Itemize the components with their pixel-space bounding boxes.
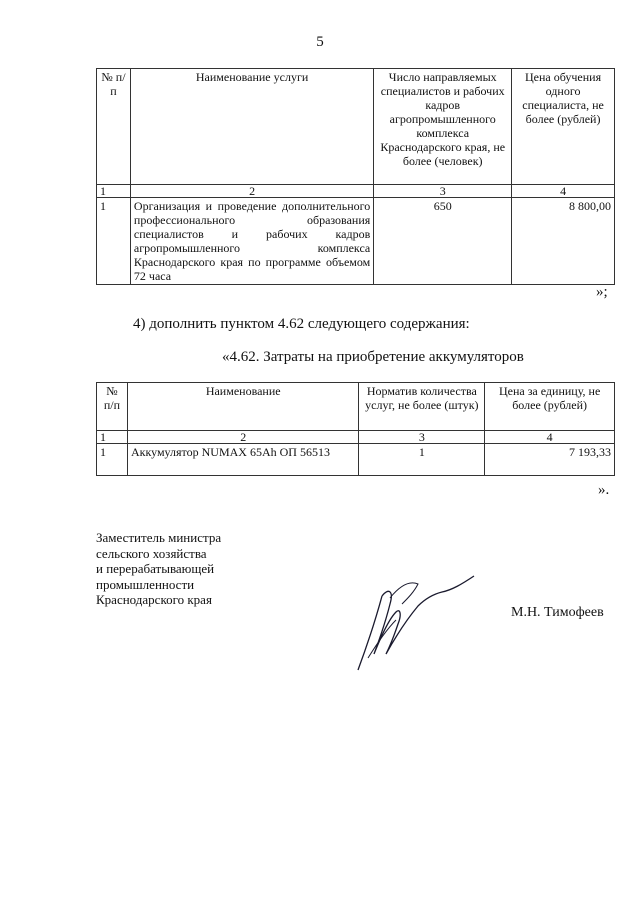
section-title: «4.62. Затраты на приобретение аккумуляторов	[222, 349, 524, 365]
price: 8 800,00	[512, 198, 615, 285]
column-number: 4	[485, 431, 615, 444]
closing-quote: ».	[598, 482, 610, 498]
column-number: 2	[127, 431, 359, 444]
handwritten-signature	[338, 558, 478, 688]
closing-quote: »;	[596, 284, 608, 300]
column-number-row	[97, 431, 615, 444]
position-line: сельского хозяйства	[96, 545, 207, 561]
column-number: 2	[130, 185, 373, 198]
header-cell: № п/п	[97, 383, 128, 431]
header-cell: Наименование	[127, 383, 359, 431]
item-name: Аккумулятор NUMAX 65Ah ОП 56513	[127, 444, 359, 476]
page-number: 5	[316, 34, 324, 50]
services-table	[96, 68, 615, 285]
header-cell: Норматив количества услуг, не более (штук)	[359, 383, 485, 431]
paragraph: 4) дополнить пунктом 4.62 следующего содержания:	[133, 316, 470, 332]
column-number: 1	[97, 431, 128, 444]
signatory-name: М.Н. Тимофеев	[511, 605, 604, 620]
table-header-row	[97, 69, 615, 185]
header-cell: Цена за единицу, не более (рублей)	[485, 383, 615, 431]
position-line: промышленности	[96, 576, 195, 592]
table-row	[97, 444, 615, 476]
column-number: 1	[97, 185, 131, 198]
specialist-count: 650	[374, 198, 512, 285]
table-row	[97, 198, 615, 285]
batteries-table	[96, 382, 615, 476]
service-name: Организация и проведение дополнительного профессионального образования специалистов и рабочих кадров агропромышленного комплекса Краснодарского края по программе объемом 72 часа	[130, 198, 373, 285]
position-line: Заместитель министра	[96, 530, 222, 545]
table-header-row	[97, 383, 615, 431]
column-number: 3	[359, 431, 485, 444]
row-number: 1	[97, 198, 131, 285]
quantity: 1	[359, 444, 485, 476]
row-number: 1	[97, 444, 128, 476]
header-cell: Наименование услуги	[130, 69, 373, 185]
column-number: 3	[374, 185, 512, 198]
column-number-row	[97, 185, 615, 198]
position-line: Краснодарского края	[96, 592, 212, 607]
unit-price: 7 193,33	[485, 444, 615, 476]
header-cell: № п/п	[97, 69, 131, 185]
header-cell: Цена обучения одного специалиста, не более (рублей)	[512, 69, 615, 185]
header-cell: Число направляемых специалистов и рабочих кадров агропромышленного комплекса Краснодарского края, не более (человек)	[374, 69, 512, 185]
signatory-position	[96, 530, 221, 608]
column-number: 4	[512, 185, 615, 198]
position-line: и перерабатывающей	[96, 561, 215, 576]
